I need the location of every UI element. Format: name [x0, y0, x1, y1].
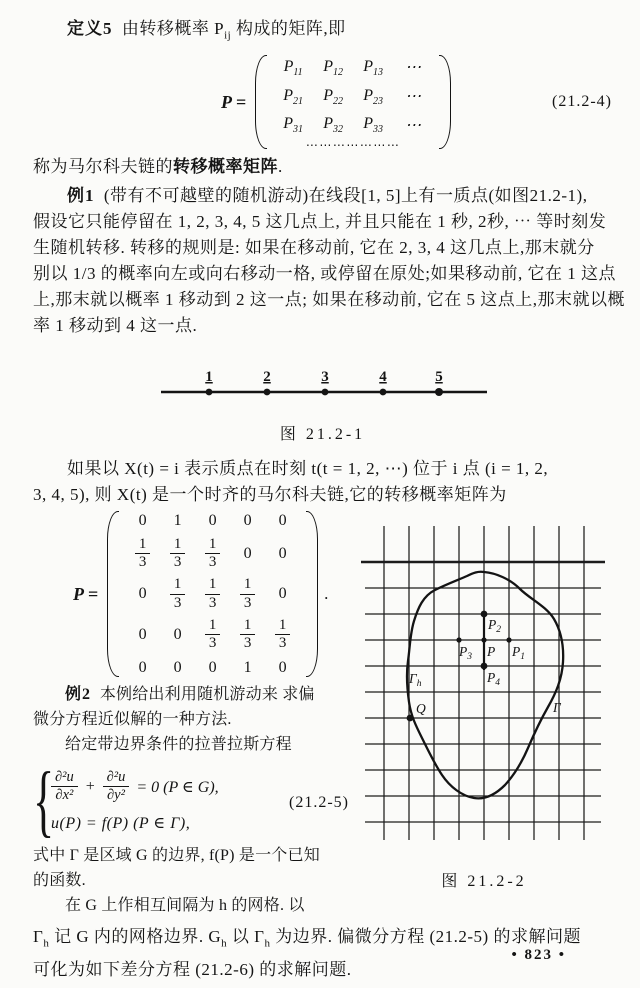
point-P-label: P: [487, 644, 496, 660]
equation-21-2-4-tag: (21.2-4): [552, 93, 612, 111]
point-P1-dot: [506, 638, 511, 643]
matrix-cell: $P_{31}$: [283, 115, 303, 136]
example1-text: (带有不可越壁的随机游动)在线段[1, 5]上有一质点(如图21.2-1),: [103, 186, 588, 206]
after-eq4-post: .: [278, 157, 283, 177]
definition5-paragraph: [33, 16, 612, 48]
left-parenthesis: [255, 55, 267, 149]
figure2-caption: 图 21.2-2: [441, 873, 527, 891]
point-P3-dot: [456, 638, 461, 643]
grid-intro-line: 在 G 上作相互间隔为 h 的网格. 以: [65, 897, 305, 915]
grid-lines: [361, 526, 605, 840]
grid-region-svg: [359, 522, 609, 856]
example1-line: [33, 183, 612, 209]
xt-line: 3, 4, 5), 则 X(t) 是一个时齐的马尔科夫链,它的转移概率矩阵为: [33, 485, 507, 505]
after-eq4-pre: 称为马尔科夫链的: [33, 157, 173, 177]
definition5-text: 由转移概率 $P_{ij}$ 构成的矩阵,即: [121, 19, 346, 42]
after-eq5-line: 的函数.: [33, 872, 86, 890]
laplace-rhs: = 0 (P ∈ G),: [136, 778, 219, 796]
matrix-cell: ⋯: [405, 59, 422, 77]
closing-line: $\Gamma_h$ 记 G 内的网格边界. $G_h$ 以 $\Gamma_h$ 为边界. 偏微分方程 (21.2-5) 的求解问题: [33, 927, 581, 950]
matrix-cell: $\frac{1}{3}$: [230, 574, 265, 615]
fraction-denominator: ∂x²: [55, 787, 74, 804]
matrix-cell: $P_{32}$: [323, 115, 343, 136]
left-column: [33, 510, 351, 918]
point-label-1: 1: [205, 369, 213, 386]
xt-paragraph: [33, 456, 612, 508]
point-label-4: 4: [379, 369, 387, 386]
example2-line: [33, 682, 351, 707]
point-Q-label: Q: [416, 701, 426, 717]
matrix-cell: 1: [173, 511, 182, 529]
matrix-cell: ⋯: [405, 87, 422, 105]
example1-line: 别以 1/3 的概率向左或向右移动一格, 或停留在原处;如果移动前, 它在 1 这点: [33, 264, 616, 284]
point-P-dot: [481, 638, 486, 643]
matrix-cell: ⋯⋯⋯⋯⋯⋯⋯: [305, 137, 401, 152]
boundary-gamma-label: Γ: [553, 700, 561, 716]
matrix-cell: 0: [138, 585, 147, 603]
laplace-intro-line: 给定带边界条件的拉普拉斯方程: [65, 736, 292, 754]
matrix-cell: $P_{11}$: [283, 57, 303, 79]
example1-line: 率 1 移动到 4 这一点.: [33, 316, 198, 336]
equation-21-2-5-tag: (21.2-5): [289, 794, 349, 812]
matrix-cell: $\frac{1}{3}$: [160, 574, 195, 615]
matrix-cell: 1: [243, 659, 252, 677]
matrix-cell: $P_{12}$: [323, 57, 343, 79]
boundary-condition-line: u(P) = f(P) (P ∈ Γ),: [51, 814, 191, 832]
equation-21-2-5: [33, 757, 351, 846]
point-dot-5: [435, 388, 443, 396]
point-P4-label: $P_4$: [487, 670, 500, 689]
point-P2-dot: [481, 611, 488, 618]
matrix-cell: $\frac{1}{3}$: [160, 534, 195, 575]
matrix-cell: $P_{23}$: [363, 86, 383, 107]
example1-label: 例1: [67, 186, 95, 206]
right-parenthesis: [439, 55, 451, 149]
two-column-zone: [33, 510, 612, 918]
point-label-5: 5: [435, 369, 443, 386]
point-dot-1: [206, 389, 213, 396]
matrix-cell: 0: [173, 625, 182, 643]
matrix-cell: 0: [278, 585, 287, 603]
matrix-cell: $P_{13}$: [363, 57, 383, 79]
matrix-cell: 0: [278, 659, 287, 677]
definition5-label: 定义5: [67, 19, 113, 38]
figure-21-2-2: [351, 510, 612, 918]
example2-line: 微分方程近似解的一种方法.: [33, 711, 232, 729]
point-label-2: 2: [263, 369, 271, 386]
left-brace: {: [33, 757, 55, 846]
matrix-period: .: [324, 584, 329, 604]
partial-x-fraction: [51, 770, 78, 803]
point-P3-label: $P_3$: [459, 644, 472, 663]
example1-line: 假设它只能停留在 1, 2, 3, 4, 5 这几点上, 并且只能在 1 秒, 2秒, ⋯ 等时刻发: [33, 212, 607, 232]
matrix-cell: 0: [243, 511, 252, 529]
matrix-cell: $\frac{1}{3}$: [195, 534, 230, 575]
example1-line: 生随机转移. 转移的规则是: 如果在移动前, 它在 2, 3, 4 这几点上,那末就分: [33, 238, 595, 258]
closing-line: 可化为如下差分方程 (21.2-6) 的求解问题.: [33, 959, 352, 979]
five-state-matrix: [121, 505, 304, 685]
matrix-cell: $\frac{1}{3}$: [230, 615, 265, 656]
after-eq5-line: 式中 Γ 是区域 G 的边界, f(P) 是一个已知: [33, 847, 320, 865]
transition-matrix-term: 转移概率矩阵: [173, 157, 278, 177]
example1-transition-matrix: [73, 510, 351, 678]
matrix-cell: $P_{22}$: [323, 86, 343, 107]
matrix-cell: 0: [173, 659, 182, 677]
equation-21-2-4: [221, 54, 612, 150]
point-dot-2: [264, 389, 271, 396]
fraction-denominator: ∂y²: [106, 787, 125, 804]
figure-21-2-1: [33, 361, 612, 444]
matrix-cell: 0: [208, 659, 217, 677]
point-P4-dot: [481, 663, 488, 670]
fraction-numerator: ∂²u: [51, 770, 78, 787]
figure1-caption: 图 21.2-1: [279, 426, 366, 444]
matrix-cell: 0: [278, 511, 287, 529]
grid-boundary-label: $\Gamma_h$: [409, 671, 422, 690]
page-number: • 823 •: [511, 947, 566, 963]
matrix-lhs: P =: [73, 583, 99, 604]
matrix-cell: $P_{21}$: [283, 86, 303, 107]
laplace-equation-line: [51, 770, 219, 803]
matrix-cell: $\frac{1}{3}$: [265, 615, 300, 656]
matrix-lhs: P =: [221, 91, 247, 112]
point-Q-dot: [407, 715, 414, 722]
fraction-numerator: ∂²u: [103, 770, 130, 787]
point-label-3: 3: [321, 369, 329, 386]
xt-line: 如果以 X(t) = i 表示质点在时刻 t(t = 1, 2, ⋯) 位于 i 点 (i = 1, 2,: [67, 459, 549, 479]
example1-paragraph: [33, 183, 625, 339]
matrix-cell: 0: [138, 625, 147, 643]
point-P1-label: $P_1$: [512, 644, 525, 663]
region-G-boundary-curve: [407, 572, 563, 799]
plus-operator: +: [84, 777, 96, 795]
figure1-drawing: [159, 361, 612, 405]
number-line-svg: [159, 361, 489, 405]
left-parenthesis: [107, 511, 119, 677]
equation-system: [51, 770, 219, 832]
point-P2-label: $P_2$: [488, 617, 501, 636]
partial-y-fraction: [103, 770, 130, 803]
example2-text: 本例给出利用随机游动来 求偏: [99, 686, 315, 704]
example2-label: 例2: [65, 686, 92, 704]
matrix-cell: $\frac{1}{3}$: [125, 534, 160, 575]
matrix-cell: 0: [278, 544, 287, 562]
matrix-cell: 0: [138, 659, 147, 677]
after-eq4-line: [33, 154, 612, 180]
matrix-cell: $\frac{1}{3}$: [195, 574, 230, 615]
general-transition-matrix: [269, 51, 437, 154]
point-dot-4: [380, 389, 387, 396]
matrix-cell: $P_{33}$: [363, 115, 383, 136]
point-dot-3: [322, 389, 329, 396]
matrix-cell: 0: [243, 544, 252, 562]
example1-line: 上,那末就以概率 1 移动到 2 这一点; 如果在移动前, 它在 5 这点上,那末就以概: [33, 290, 625, 310]
matrix-cell: ⋯: [405, 116, 422, 134]
matrix-cell: 0: [138, 511, 147, 529]
matrix-cell: 0: [208, 511, 217, 529]
matrix-cell: $\frac{1}{3}$: [195, 615, 230, 656]
right-parenthesis: [306, 511, 318, 677]
